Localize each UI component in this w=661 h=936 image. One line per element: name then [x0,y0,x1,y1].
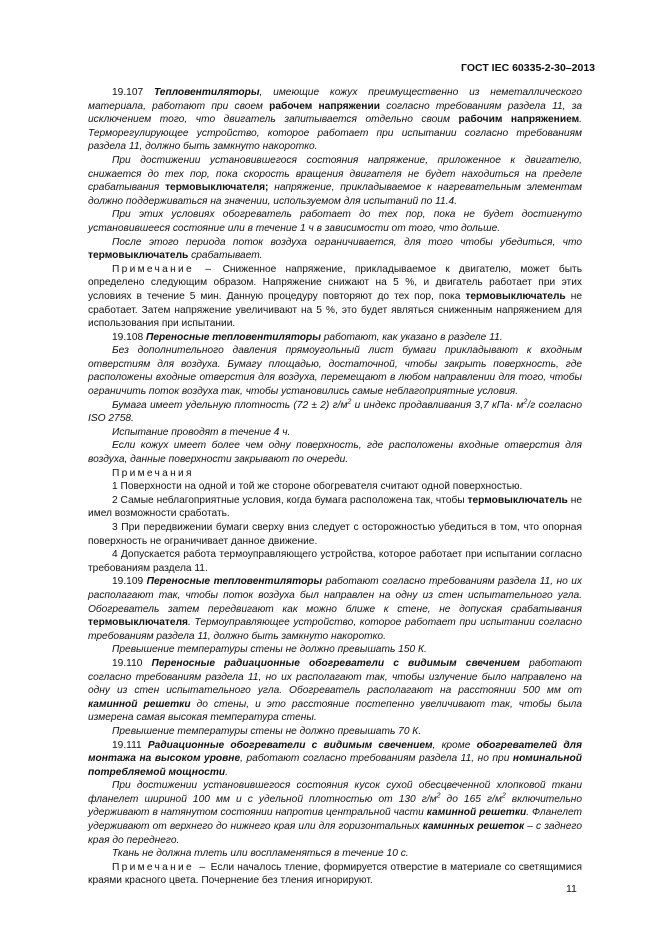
paragraph: Примечания [112,467,194,479]
document-body [88,86,582,888]
paragraph: Превышение температуры стены не должно превышать 150 К. [112,644,427,656]
paragraph: Бумага имеет удельную плотность (72 ± 2) $г/м^2$ и индекс продавливания 3,7 $кПа\cdot м^2/г$ согласно ISO 2758. [88,398,582,425]
paragraph: 2 Самые неблагоприятные условия, когда бумага расположена так, чтобы термовыключатель не имел возможности сработать. [88,494,583,520]
paragraph: При достижении установившегося состояния кусок сухой обесцвеченной хлопковой ткани фланелет шириной 100 мм и с удельной плотностью от 130 $г/м^2$ до 165 $г/м^2$ включительно удерживают в натянутом состоянии напротив центральной части каминной решетки. Фланелет удерживают от верхнего до нижнего края или для горизонтальных каминных решеток – с заднего края до переднего. [88,780,582,846]
document-header: ГОСТ IEC 60335-2-30–2013 [461,62,595,74]
page-number: 11 [566,883,577,895]
paragraph: Ткань не должна тлеть или воспламеняться в течение 10 с. [112,848,409,860]
paragraph: При достижении установившегося состояния напряжение, приложенное к двигателю, снижается до тех пор, пока скорость вращения двигателя не будет находиться на пределе срабатывания термовыключателя; напряжение, прикладываемое к нагревательным элементам должно поддерживаться на значении, используемом для испытаний по 11.4. [88,154,583,207]
clause-19-107: 19.107 Тепловентиляторы, имеющие кожух преимущественно из неметаллического материала, работают при своем рабочем напряжении согласно требованиям раздела 11, за исключением того, что двигатель запитывается отдельно своим рабочим напряжением. Терморегулирующее устройство, которое работает при испытании согласно требованиям раздела 11, должно быть замкнуто накоротко. [88,87,582,153]
clause-19-110: 19.110 Переносные радиационные обогреватели с видимым свечением работают согласно требованиям раздела 11, но их располагают так, чтобы излучение было направлено на одну из стен испытательного угла. Обогреватель располагают на расстоянии 500 мм от каминной решетки до стены, и это расстояние постепенно увеличивают так, чтобы была измерена самая высокая температура стены. [88,657,583,724]
paragraph: 3 При передвижении бумаги сверху вниз следует с осторожностью убедиться в том, что опорная поверхность не ограничивает данное движение. [88,522,582,547]
paragraph: Примечание – Если началось тление, формируется отверстие в материале со светящимися краями красного цвета. Почернение без тления игнорируют. [88,861,582,887]
clause-number: 19.111 [112,739,142,751]
paragraph: Превышение температуры стены не должно превышать 70 К. [112,725,422,737]
paragraph: Примечание – Сниженное напряжение, прикладываемое к двигателю, может быть определено следующим образом. Напряжение снижают на 5 %, и двигатель работает при этих условиях в течение 5 мин. Данную процедуру повторяют до тех пор, пока термовыключатель не сработает. Затем напряжение увеличивают на 5 %, это будет являться сниженным напряжением для использования при испытании. [88,263,583,330]
clause-19-111: 19.111 Радиационные обогреватели с видимым свечением, кроме обогревателей для монтажа на высоком уровне, работают согласно требованиям раздела 11, но при номинальной потребляемой мощности. [88,739,582,778]
clause-number: 19.110 [112,657,143,669]
clause-19-109: 19.109 Переносные тепловентиляторы работают согласно требованиям раздела 11, но их располагают так, чтобы поток воздуха был направлен на одну из стен испытательного угла. Обогреватель затем передвигают как можно ближе к стене, не допуская срабатывания термовыключателя. Термоуправляющее устройство, которое работает при испытании согласно требованиям раздела 11, должно быть замкнуто накоротко. [88,576,582,642]
clause-number: 19.108 [112,331,144,343]
clause-number: 19.109 [112,576,144,588]
paragraph: При этих условиях обогреватель работает до тех пор, пока не будет достигнуто установившееся состояние или в течение 1 ч в зависимости от того, что дольше. [88,209,582,234]
paragraph: 1 Поверхности на одной и той же стороне обогревателя считают одной поверхностью. [112,481,523,493]
paragraph: 4 Допускается работа термоуправляющего устройства, которое работает при испытании согласно требованиям раздела 11. [88,549,582,574]
paragraph: Без дополнительного давления прямоугольный лист бумаги прикладывают к входным отверстиям для воздуха. Бумагу площадью, достаточной, чтобы закрыть поверхность, где расположены входные отверстия для воздуха, перемещают в любом направлении для того, чтобы ограничить поток воздуха так, чтобы установились самые неблагоприятные условия. [88,345,582,398]
paragraph: После этого периода поток воздуха ограничивается, для того чтобы убедиться, что термовыключатель срабатывает. [88,236,582,262]
paragraph: Испытание проводят в течение 4 ч. [112,426,291,438]
paragraph: Если кожух имеет более чем одну поверхность, где расположены входные отверстия для воздуха, данные поверхности закрывают по очереди. [88,440,582,466]
clause-number: 19.107 [112,87,144,98]
clause-19-108: 19.108 Переносные тепловентиляторы работают, как указано в разделе 11. [112,331,503,343]
